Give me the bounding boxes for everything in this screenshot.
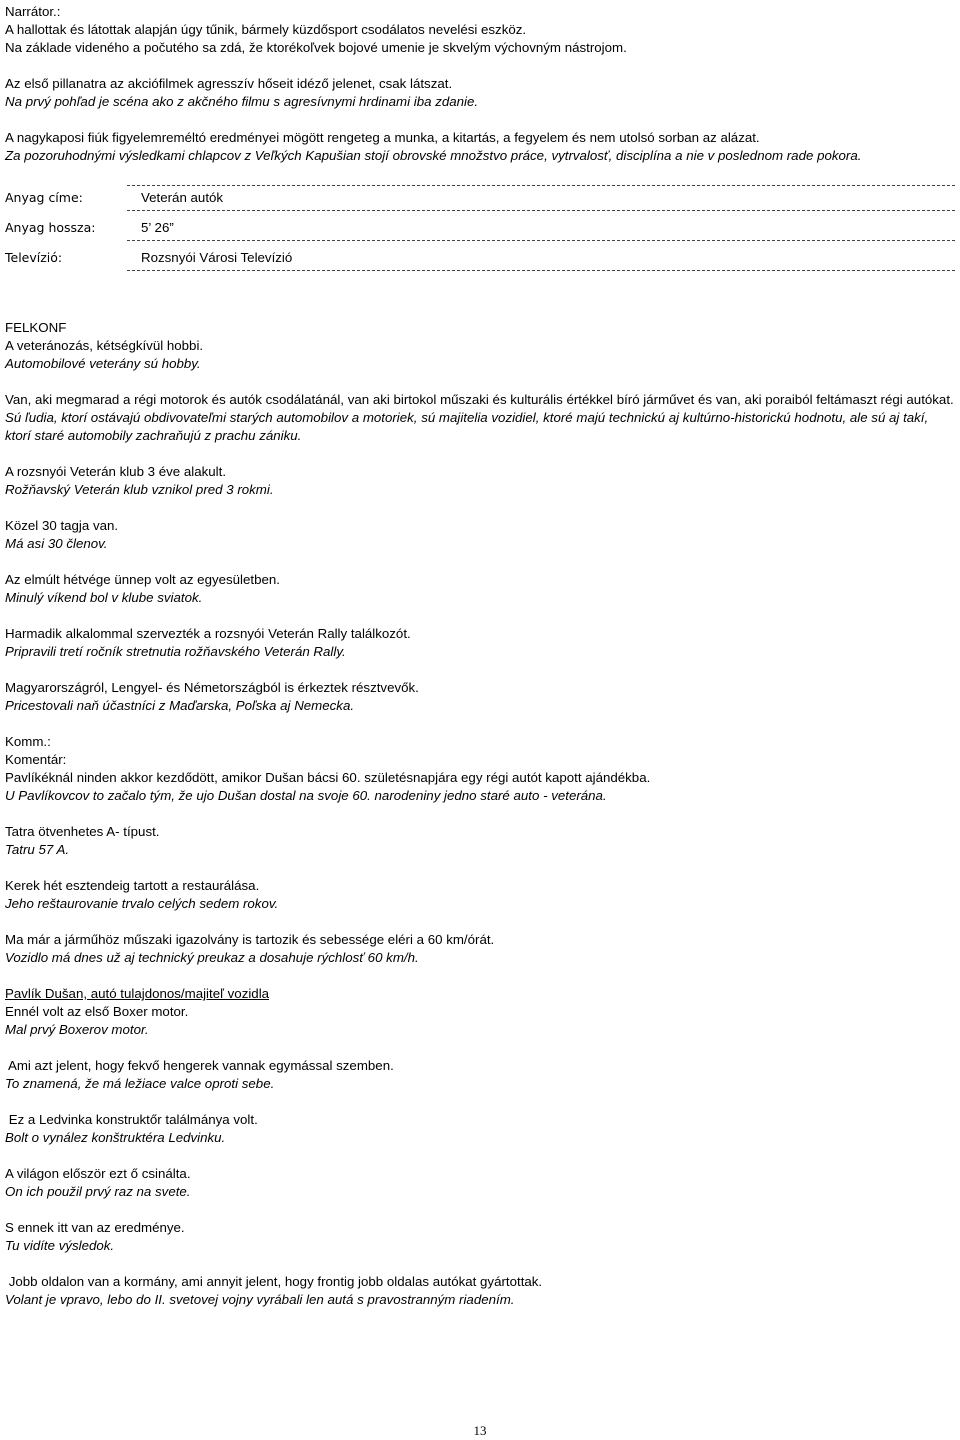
paragraph: [5, 1111, 955, 1147]
dashed-rule: [127, 270, 955, 271]
page-number: 13: [473, 1423, 487, 1438]
dashed-rule: [127, 210, 955, 211]
felkonf-block: [5, 319, 955, 373]
paragraph: [5, 391, 955, 445]
text-hu: Ennél volt az első Boxer motor.: [5, 1004, 189, 1019]
text-sk: Sú ľudia, ktorí ostávajú obdivovateľmi starých automobilov a motoriek, sú majitelia vozidiel, ktoré majú technickú aj kultúrno-historickú hodnotu, ale sú aj takí, ktorí staré automobily zachraňujú z prachu zániku.: [5, 410, 929, 443]
text-sk: Za pozoruhodnými výsledkami chlapcov z Veľkých Kapušian stojí obrovské množstvo práce, vytrvalosť, disciplína a nie v poslednom rade pokora.: [5, 148, 862, 163]
paragraph: [5, 1057, 955, 1093]
text-hu: Az első pillanatra az akciófilmek agresszív hőseit idéző jelenet, csak látszat.: [5, 76, 453, 91]
text-sk: Pripravili tretí ročník stretnutia rožňavského Veterán Rally.: [5, 644, 346, 659]
television-row: [5, 245, 955, 271]
text-hu: A hallottak és látottak alapján úgy tűnik, bármely küzdősport csodálatos nevelési eszköz.: [5, 22, 527, 37]
text-sk: Jeho reštaurovanie trvalo celých sedem rokov.: [5, 896, 279, 911]
felkonf-heading: FELKONF: [5, 320, 67, 335]
text-hu: Jobb oldalon van a kormány, ami annyit jelent, hogy frontig jobb oldalas autókat gyártottak.: [5, 1274, 543, 1289]
text-hu: A veteránozás, kétségkívül hobbi.: [5, 338, 204, 353]
speaker-caption: Pavlík Dušan, autó tulajdonos/majiteľ vozidla: [5, 986, 270, 1001]
text-sk: Volant je vpravo, lebo do II. svetovej vojny vyrábali len autá s pravostranným riadením.: [5, 1292, 515, 1307]
material-title-label: Anyag címe:: [5, 190, 83, 205]
komm-label: Komm.:: [5, 734, 51, 749]
intro-section: [5, 3, 955, 165]
paragraph: [5, 625, 955, 661]
commentary-block: [5, 733, 955, 805]
material-title-row: [5, 185, 955, 211]
text-sk: Na prvý pohľad je scéna ako z akčného filmu s agresívnymi hrdinami iba zdanie.: [5, 94, 479, 109]
komentar-label: Komentár:: [5, 752, 67, 767]
text-sk: Bolt o vynález konštruktéra Ledvinku.: [5, 1130, 226, 1145]
text-sk: On ich použil prvý raz na svete.: [5, 1184, 191, 1199]
text-hu: Magyarországról, Lengyel- és Németországból is érkeztek résztvevők.: [5, 680, 419, 695]
dashed-rule: [127, 185, 955, 186]
television-value: Rozsnyói Városi Televízió: [141, 250, 293, 265]
text-hu: Ez a Ledvinka konstruktőr találmánya volt.: [5, 1112, 258, 1127]
text-hu: Ma már a járműhöz műszaki igazolvány is tartozik és sebessége eléri a 60 km/órát.: [5, 932, 495, 947]
paragraph: [5, 463, 955, 499]
text-hu: Kerek hét esztendeig tartott a restaurálása.: [5, 878, 260, 893]
paragraph: [5, 823, 955, 859]
intro-paragraph-2: [5, 75, 955, 111]
material-length-row: [5, 215, 955, 241]
document-page: [5, 3, 955, 1309]
text-sk: Automobilové veterány sú hobby.: [5, 356, 201, 371]
intro-paragraph-3: [5, 129, 955, 165]
text-sk: Pricestovali naň účastníci z Maďarska, Poľska aj Nemecka.: [5, 698, 355, 713]
text-sk: Vozidlo má dnes už aj technický preukaz a dosahuje rýchlosť 60 km/h.: [5, 950, 419, 965]
intro-paragraph-1: [5, 21, 955, 57]
paragraph: [5, 931, 955, 967]
text-hu: Ami azt jelent, hogy fekvő hengerek vannak egymással szemben.: [5, 1058, 394, 1073]
paragraph: [5, 571, 955, 607]
paragraph: [5, 1219, 955, 1255]
text-hu: Közel 30 tagja van.: [5, 518, 119, 533]
text-sk: Na základe videného a počutého sa zdá, že ktorékoľvek bojové umenie je skvelým výchovným nástrojom.: [5, 40, 627, 55]
text-hu: Pavlíkéknál ninden akkor kezdődött, amikor Dušan bácsi 60. születésnapjára egy régi autót kapott ajándékba.: [5, 770, 651, 785]
text-sk: Tatru 57 A.: [5, 842, 70, 857]
body-section: [5, 319, 955, 1309]
text-sk: Minulý víkend bol v klube sviatok.: [5, 590, 203, 605]
speaker-block: [5, 985, 955, 1039]
text-hu: Harmadik alkalommal szervezték a rozsnyói Veterán Rally találkozót.: [5, 626, 411, 641]
paragraph: [5, 517, 955, 553]
paragraph: [5, 1165, 955, 1201]
text-hu: Tatra ötvenhetes A- típust.: [5, 824, 160, 839]
narrator-label: Narrátor.:: [5, 4, 61, 19]
text-hu: Van, aki megmarad a régi motorok és autók csodálatánál, van aki birtokol műszaki és kulturális értékkel bíró járművet és van, aki poraiból feltámaszt régi autókat.: [5, 392, 954, 407]
material-length-value: 5’ 26”: [141, 220, 174, 235]
television-label: Televízió:: [5, 250, 63, 265]
text-hu: A világon először ezt ő csinálta.: [5, 1166, 191, 1181]
text-sk: Tu vidíte výsledok.: [5, 1238, 115, 1253]
dashed-rule: [127, 240, 955, 241]
paragraph: [5, 679, 955, 715]
text-hu: S ennek itt van az eredménye.: [5, 1220, 185, 1235]
text-sk: Rožňavský Veterán klub vznikol pred 3 rokmi.: [5, 482, 274, 497]
text-sk: Mal prvý Boxerov motor.: [5, 1022, 149, 1037]
text-sk: Má asi 30 členov.: [5, 536, 108, 551]
material-title-value: Veterán autók: [141, 190, 224, 205]
text-sk: U Pavlíkovcov to začalo tým, že ujo Dušan dostal na svoje 60. narodeniny jedno staré auto - veterána.: [5, 788, 607, 803]
text-hu: Az elmúlt hétvége ünnep volt az egyesületben.: [5, 572, 280, 587]
material-length-label: Anyag hossza:: [5, 220, 96, 235]
text-hu: A rozsnyói Veterán klub 3 éve alakult.: [5, 464, 227, 479]
text-sk: To znamená, že má ležiace valce oproti sebe.: [5, 1076, 275, 1091]
text-hu: A nagykaposi fiúk figyelemreméltó eredményei mögött rengeteg a munka, a kitartás, a fegyelem és nem utolsó sorban az alázat.: [5, 130, 760, 145]
paragraph: [5, 1273, 955, 1309]
material-info-table: [5, 185, 955, 275]
paragraph: [5, 877, 955, 913]
